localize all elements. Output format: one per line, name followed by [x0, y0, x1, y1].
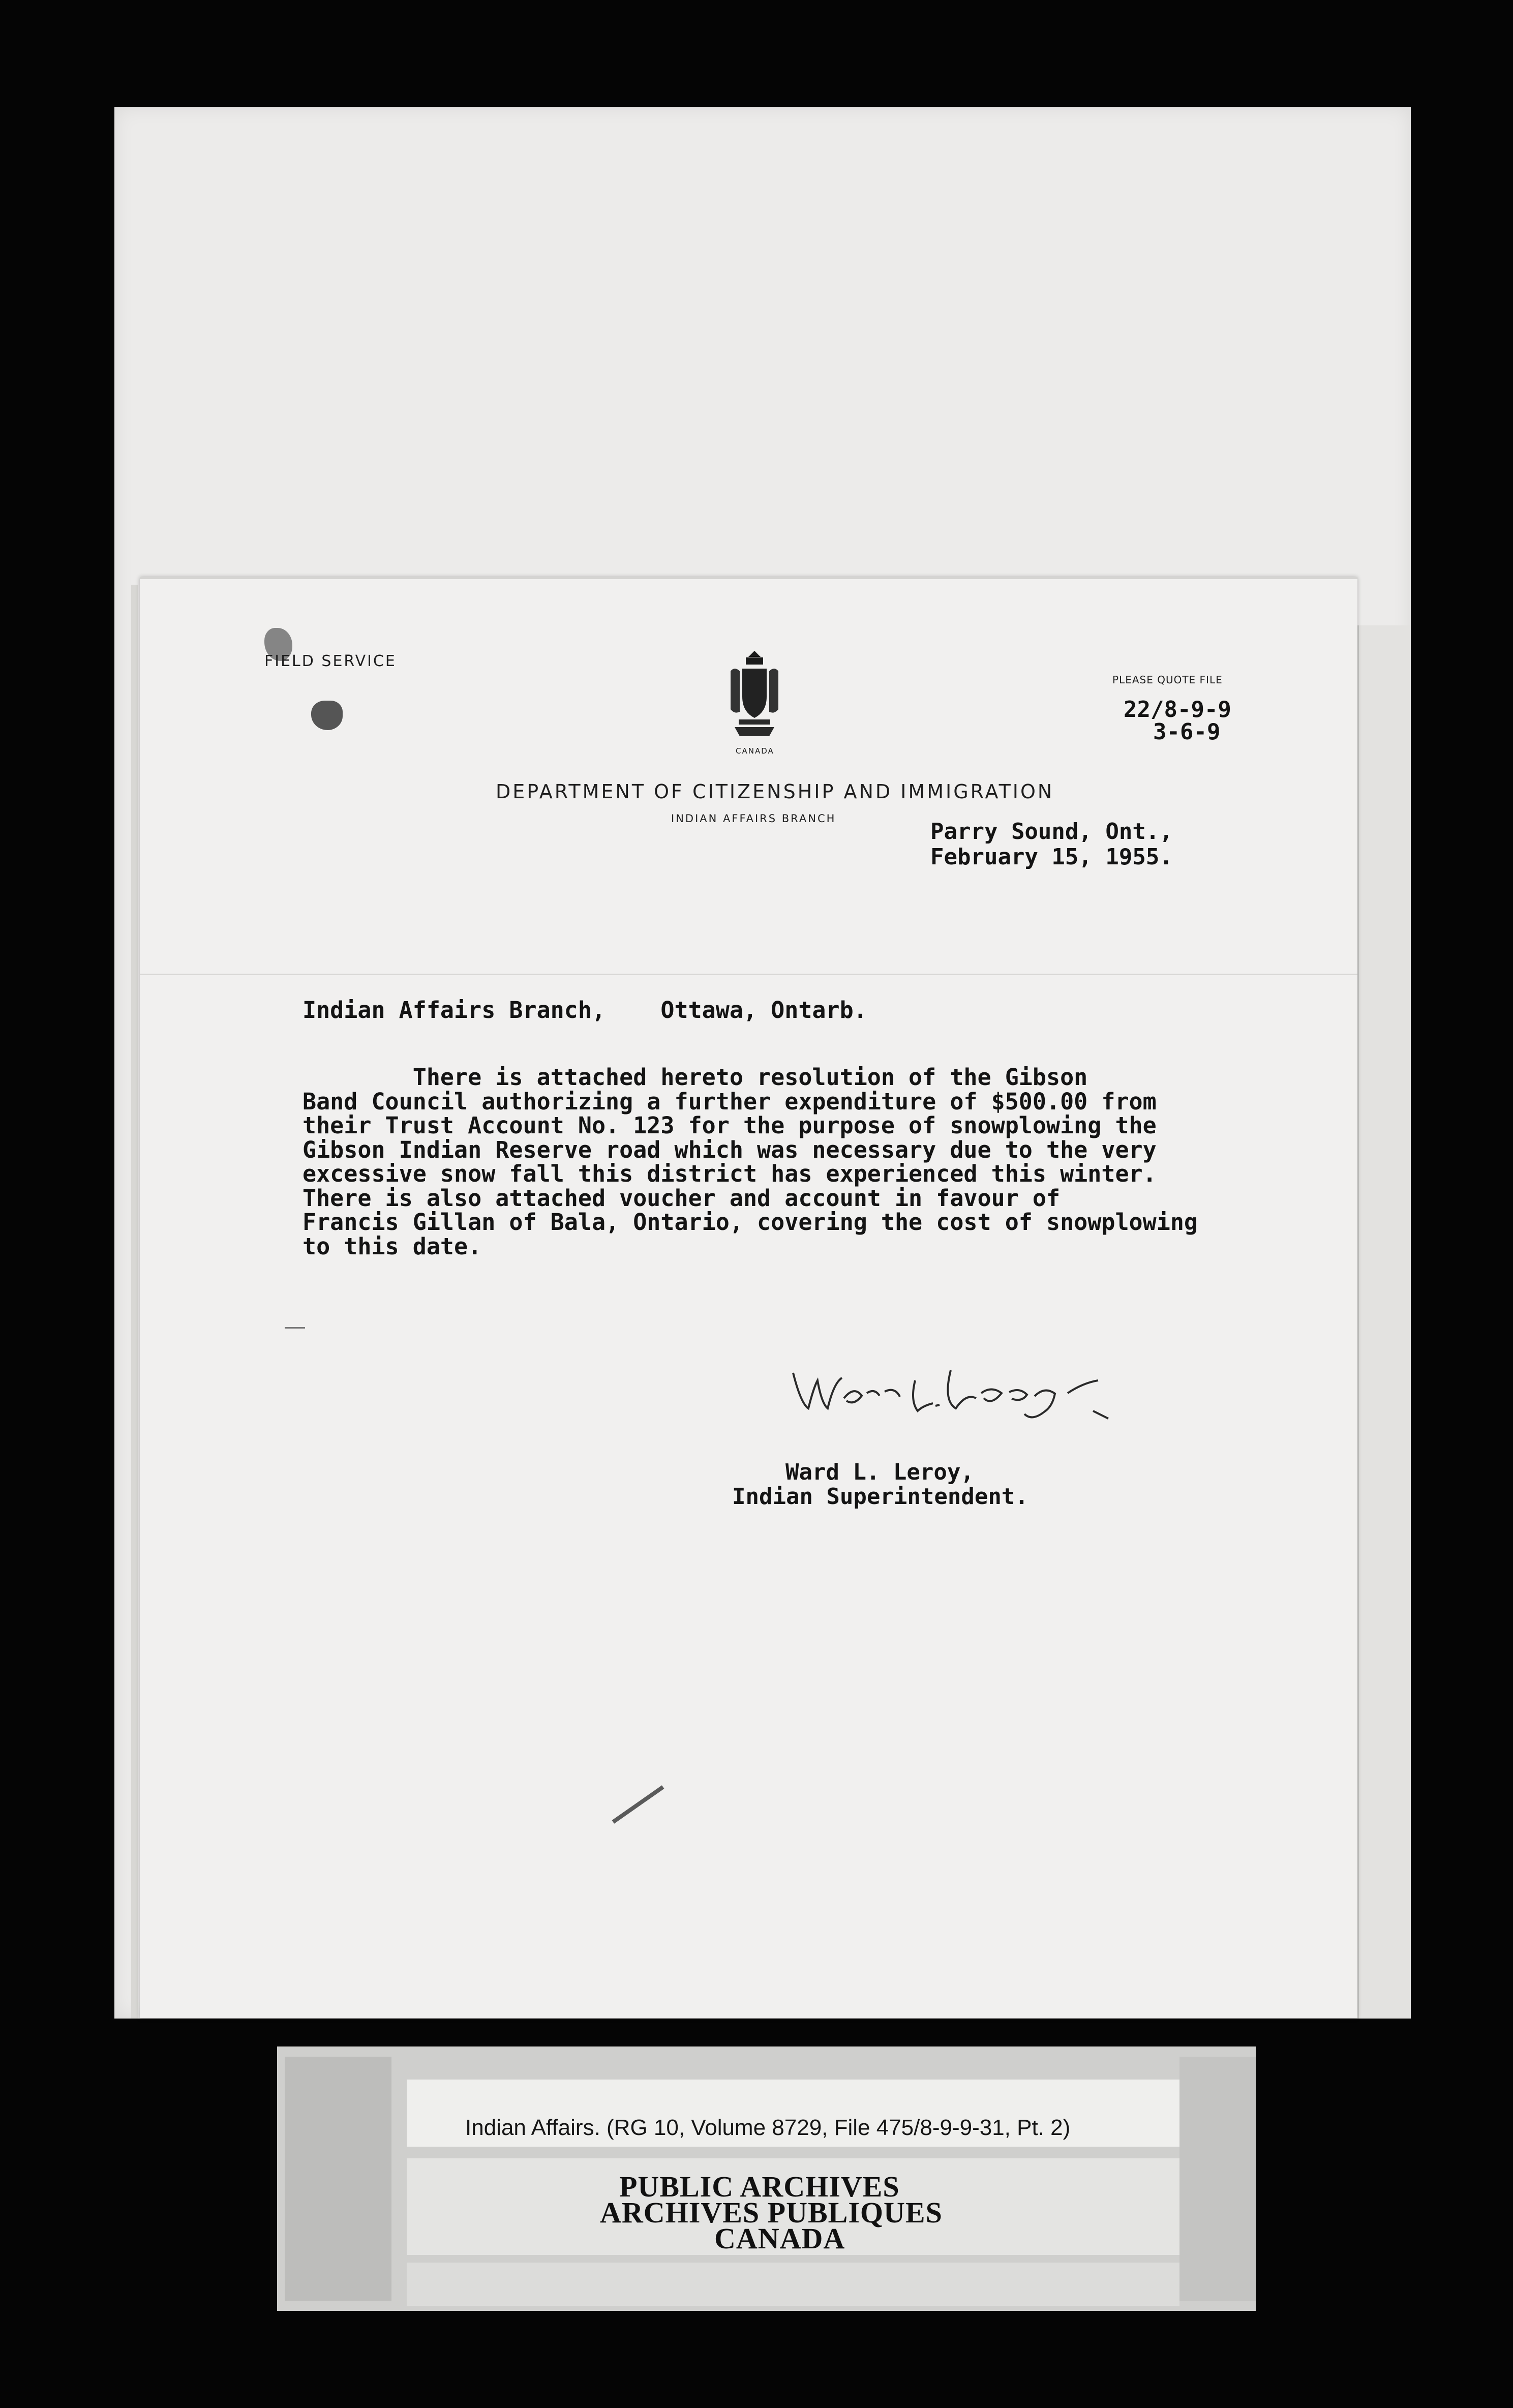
- addressee: Indian Affairs Branch, Ottawa, Ontarb.: [302, 997, 867, 1024]
- body-line: Gibson Indian Reserve road which was necessary due to the very: [302, 1136, 1157, 1163]
- body-line: There is attached hereto resolution of the Gibson: [302, 1064, 1088, 1091]
- archive-stamp-country: CANADA: [714, 2222, 845, 2255]
- branch-name: INDIAN AFFAIRS BRANCH: [671, 812, 836, 825]
- label-tab: [1179, 2057, 1256, 2301]
- sheet-edge: [131, 585, 138, 2019]
- handwritten-signature: [783, 1352, 1154, 1439]
- archive-stamp-english: PUBLIC ARCHIVES: [619, 2170, 900, 2203]
- archive-reference: Indian Affairs. (RG 10, Volume 8729, File 475/8-9-9-31, Pt. 2): [465, 2115, 1071, 2140]
- quote-file-label: PLEASE QUOTE FILE: [1112, 674, 1223, 686]
- label-tab: [285, 2057, 391, 2301]
- department-name: DEPARTMENT OF CITIZENSHIP AND IMMIGRATION: [496, 780, 1054, 803]
- body-line: their Trust Account No. 123 for the purpose of snowplowing the: [302, 1112, 1157, 1139]
- body-line: to this date.: [302, 1232, 482, 1260]
- file-number: 3-6-9: [1153, 719, 1221, 745]
- letter-place: Parry Sound, Ont.,: [930, 819, 1173, 845]
- service-label: FIELD SERVICE: [264, 652, 397, 670]
- torn-mark: [311, 701, 343, 730]
- body-line: There is also attached voucher and account in favour of: [302, 1184, 1061, 1212]
- crest-caption: CANADA: [736, 746, 774, 756]
- letter-body: [302, 1065, 1198, 1258]
- pencil-mark: [285, 1327, 305, 1329]
- body-line: excessive snow fall this district has experienced this winter.: [302, 1160, 1157, 1187]
- letter-date: February 15, 1955.: [930, 844, 1173, 870]
- sheet-edge: [1357, 625, 1410, 2019]
- archive-stamp-french: ARCHIVES PUBLIQUES: [600, 2196, 943, 2229]
- signatory-name: Ward L. Leroy,: [785, 1459, 974, 1485]
- archive-label-bottom: [407, 2263, 1179, 2306]
- signatory-title: Indian Superintendent.: [732, 1484, 1028, 1510]
- fold-line: [140, 974, 1357, 975]
- file-number: 22/8-9-9: [1124, 697, 1231, 723]
- body-line: Band Council authorizing a further expenditure of $500.00 from: [302, 1088, 1157, 1115]
- body-line: Francis Gillan of Bala, Ontario, covering the cost of snowplowing: [302, 1209, 1198, 1236]
- canada-crest-logo: [724, 648, 784, 745]
